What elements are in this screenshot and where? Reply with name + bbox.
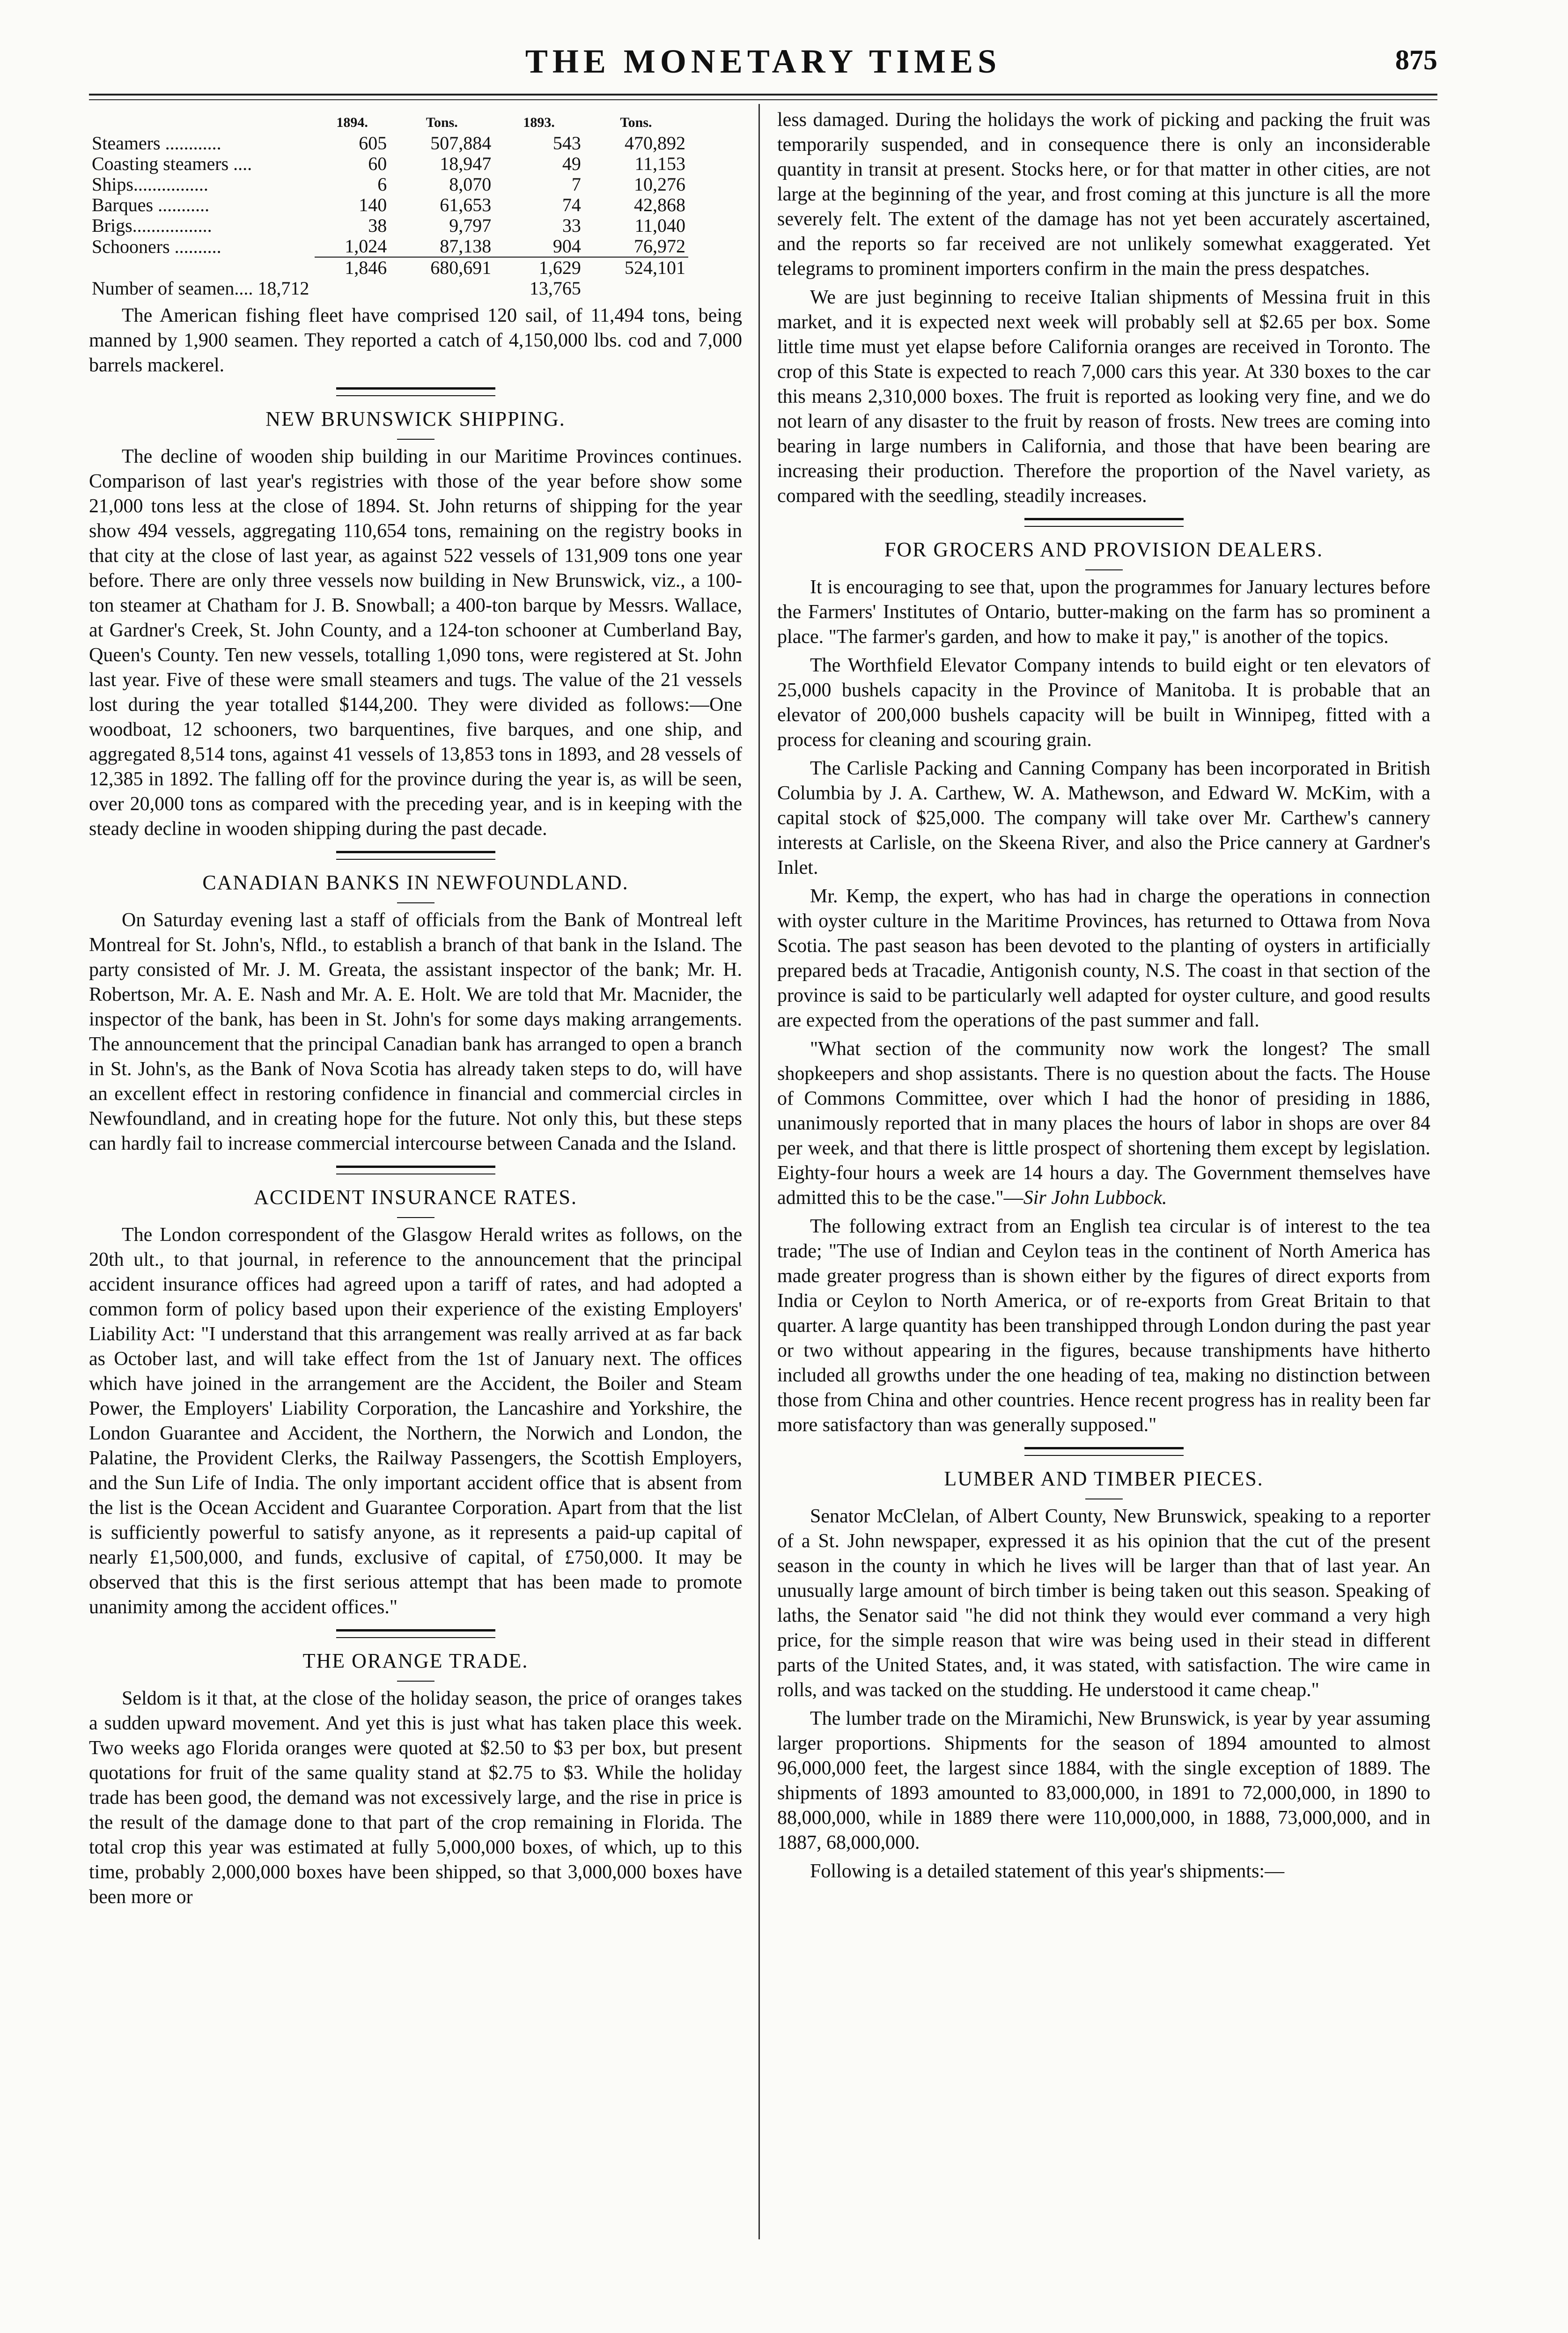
col-header-tons-1893: Tons. (620, 115, 652, 130)
section-separator (1024, 518, 1184, 527)
article-paragraph: It is encouraging to see that, upon the programmes for January lectures before the Farmers' Institutes of Ontario, butter-making on the farm has so prominent a place. "The farmer's garden, and how to make it pay," is another of the topics. (777, 576, 1430, 648)
heading-underline (397, 1681, 434, 1682)
page-number: 875 (1395, 44, 1437, 75)
article-paragraph: Mr. Kemp, the expert, who has had in charge the operations in connection with oyster culture in the Maritime Provinces, has returned to Ottawa from Nova Scotia. The past season has been devoted to the planting of oysters in artificially prepared beds at Tracadie, Antigonish county, N.S. The coast in that section of the province is said to be particularly well adapted for oyster culture, and good results are expected from the operations of the past summer and fall. (777, 886, 1430, 1031)
heading-underline (397, 1217, 434, 1218)
quote-text: "What section of the community now work the longest? The small shopkeepers and shop assistants. There is no question about the facts. The House of Commons Committee, over which I had the honor of presiding in 1886, unanimously reported that in many places the hours of labor in shops are over 84 per week, and that there is little prospect of shortening them except by legislation. Eighty-four hours a week are 14 hours a day. The Government themselves have admitted this to be the case."— (777, 1038, 1430, 1209)
heading-underline (397, 902, 434, 903)
table-row: Brigs................. 38 9,797 33 11,040 (92, 215, 685, 236)
table-seamen-row: Number of seamen.... 18,712 13,765 (92, 278, 581, 299)
table-row: Schooners .......... 1,024 87,138 904 76,972 (92, 236, 685, 257)
heading-orange-trade: THE ORANGE TRADE. (302, 1649, 529, 1672)
heading-nb-shipping: NEW BRUNSWICK SHIPPING. (265, 407, 566, 430)
heading-underline (1085, 569, 1123, 570)
section-separator (1024, 1447, 1184, 1456)
publication-title: THE MONETARY TIMES (525, 43, 1001, 80)
left-column (89, 108, 742, 1913)
table-row: Ships................ 6 8,070 7 10,276 (92, 174, 685, 195)
col-header-1894: 1894. (336, 115, 368, 130)
heading-underline (397, 439, 434, 440)
header-rule (89, 94, 1437, 96)
section-separator (336, 387, 495, 396)
fishing-fleet-note: The American fishing fleet have comprised 120 sail, of 11,494 tons, being manned by 1,900 seamen. They reported a catch of 4,150,000 lbs. cod and 7,000 barrels mackerel. (89, 305, 742, 376)
article-paragraph: The following extract from an English tea circular is of interest to the tea trade; "The use of Indian and Ceylon teas in the continent of North America has made greater progress than is shown either by the figures of direct exports from India or Ceylon to North America, or of re-exports from Great Britain to that quarter. A large quantity has been transhipped through London during the past year or two without appearing in the figures, because transhipments have hitherto included all growths under the one heading of tea, making no distinction between those from China and other countries. Hence recent progress has in reality been far more satisfactory than was generally supposed." (777, 1216, 1430, 1436)
article-paragraph-continued: less damaged. During the holidays the work of picking and packing the fruit was temporarily suspended, and in consequence there is only an inconsiderable quantity in transit at present. Stocks here, or for that matter in other cities, are not large at the beginning of the year, and frost coming at this juncture is all the more severely felt. The extent of the damage has not yet been accurately ascertained, and the reports so far received are not unlikely somewhat exaggerated. Yet telegrams to prominent importers confirm in the main the press despatches. (777, 109, 1430, 280)
heading-lumber: LUMBER AND TIMBER PIECES. (944, 1467, 1264, 1490)
section-separator (336, 1629, 495, 1638)
col-header-1893: 1893. (523, 115, 555, 130)
article-paragraph: The lumber trade on the Miramichi, New Brunswick, is year by year assuming larger proportions. Shipments for the season of 1894 amounted to almost 96,000,000 feet, the largest since 1884, with the single exception of 1889. The shipments of 1893 amounted to 83,000,000, in 1891 to 72,000,000, in 1890 to 88,000,000, while in 1889 there were 110,000,000, in 1888, 73,000,000, and in 1887, 68,000,000. (777, 1708, 1430, 1853)
article-paragraph: Seldom is it that, at the close of the holiday season, the price of oranges takes a sudden upward movement. And yet this is just what has taken place this week. Two weeks ago Florida oranges were quoted at $2.50 to $3 per box, but present quotations for fruit of the same quality stand at $2.75 to $3. While the holiday trade has been good, the demand was not excessively large, and the rise in price is the result of the damage done to that part of the crop remaining in Florida. The total crop this year was estimated at fully 5,000,000 boxes, of which, up to this time, probably 2,000,000 boxes have been shipped, so that 3,000,000 boxes have been more or (89, 1688, 742, 1908)
article-paragraph (777, 1037, 1430, 1211)
shipping-table (89, 112, 688, 299)
article-paragraph: Following is a detailed statement of this year's shipments:— (810, 1860, 1285, 1882)
right-column (777, 108, 1430, 1888)
article-paragraph: The decline of wooden ship building in our Maritime Provinces continues. Comparison of last year's registries with those of the year before show some 21,000 tons less at the close of 1894. St. John returns of shipping for the year show 494 vessels, aggregating 110,654 tons, remaining on the registry books in that city at the close of last year, as against 522 vessels of 131,909 tons one year before. There are only three vessels now building in New Brunswick, viz., a 100-ton steamer at Chatham for J. B. Snowball; a 400-ton barque by Messrs. Wallace, at Gardner's Creek, St. John County, and a 124-ton schooner at Cumberland Bay, Queen's County. Ten new vessels, totalling 1,090 tons, were registered at St. John last year. Five of these were small steamers and tugs. The value of the 21 vessels lost during the year totalled $144,200. They were divided as follows:—One woodboat, 12 schooners, two barquentines, five barques, and one ship, and aggregated 8,514 tons, against 41 vessels of 13,853 tons in 1893, and 28 vessels of 12,385 in 1892. The falling off for the province during the year is, as will be seen, over 20,000 tons as compared with the preceding year, and is in keeping with the steady decline in wooden shipping during the past decade. (89, 446, 742, 840)
table-row: Coasting steamers .... 60 18,947 49 11,153 (92, 153, 685, 174)
section-separator (336, 1166, 495, 1174)
heading-banks-nfld: CANADIAN BANKS IN NEWFOUNDLAND. (202, 871, 629, 894)
article-paragraph: The Worthfield Elevator Company intends to build eight or ten elevators of 25,000 bushels capacity in the Province of Manitoba. It is probable that an elevator of 200,000 bushels capacity will be built in Winnipeg, fitted with a process for cleaning and scouring grain. (777, 655, 1430, 751)
column-divider (758, 104, 760, 2239)
masthead (89, 42, 1437, 84)
article-paragraph: Senator McClelan, of Albert County, New Brunswick, speaking to a reporter of a St. John newspaper, expressed it as his opinion that the cut of the present season in the county in which he lives will be larger than that of last year. An unusually large amount of birch timber is being taken out this season. Speaking of laths, the Senator said "he did not think they would ever command a very high price, for the simple reason that wire was being used in their stead in different parts of the United States, and, it was stated, with satisfaction. The wire came in rolls, and was tacked on the studding. He understood it came cheap." (777, 1506, 1430, 1701)
table-header-row (89, 112, 688, 133)
section-separator (336, 851, 495, 860)
table-totals-row: 1,846 680,691 1,629 524,101 (89, 257, 688, 278)
article-paragraph: On Saturday evening last a staff of officials from the Bank of Montreal left Montreal for St. John's, Nfld., to establish a branch of that bank in the Island. The party consisted of Mr. J. M. Greata, the assistant inspector of the bank; Mr. H. Robertson, Mr. A. E. Nash and Mr. A. E. Holt. We are told that Mr. Macnider, the inspector of the bank, has been in St. John's for some days making arrangements. The announcement that the principal Canadian bank has arranged to open a branch in St. John's, as the Bank of Nova Scotia has already taken steps to do, will have an excellent effect in restoring confidence in financial and commercial circles in Newfoundland, and in creating hope for the future. Not only this, but these steps can hardly fail to increase commercial intercourse between Canada and the Island. (89, 909, 742, 1154)
col-header-tons-1894: Tons. (426, 115, 458, 130)
article-paragraph: The Carlisle Packing and Canning Company has been incorporated in British Columbia by J. A. Carthew, W. A. Mathewson, and Edward W. McKim, with a capital stock of $25,000. The company will take over Mr. Carthew's cannery interests at Carlisle, on the Skeena River, and also the Price cannery at Gardner's Inlet. (777, 758, 1430, 879)
article-paragraph: We are just beginning to receive Italian shipments of Messina fruit in this market, and it is expected next week will probably sell at $2.65 per box. Some little time must yet elapse before California oranges are received in Toronto. The crop of this State is expected to reach 7,000 cars this year. At 330 boxes to the car this means 2,310,000 boxes. The fruit is reported as looking very fine, and we do not learn of any disaster to the fruit by reason of frosts. New trees are coming into bearing in large numbers in California, and those that have been bearing are increasing their production. Therefore the proportion of the Navel variety, as compared with the seedling, steadily increases. (777, 287, 1430, 507)
heading-accident-rates: ACCIDENT INSURANCE RATES. (254, 1186, 577, 1209)
header-rule-thin (89, 99, 1437, 100)
article-paragraph: The London correspondent of the Glasgow Herald writes as follows, on the 20th ult., to that journal, in reference to the announcement that the principal accident insurance offices had agreed upon a tariff of rates, and had adopted a common form of policy based upon their experience of the existing Employers' Liability Act: "I understand that this arrangement was really arrived at as far back as October last, and will take effect from the 1st of January next. The offices which have joined in the arrangement are the Accident, the Boiler and Steam Power, the Employers' Liability Corporation, the Lancashire and Yorkshire, the London Guarantee and Accident, the Northern, the Norwich and London, the Palatine, the Provident Clerks, the Railway Passengers, the Scottish Employers, and the Sun Life of India. The only important accident office that is absent from the list is the Ocean Accident and Guarantee Corporation. Apart from that the list is sufficiently powerful to satisfy anyone, as it represents a paid-up capital of nearly £1,500,000, and funds, exclusive of capital, of £750,000. It may be observed that this is the first serious attempt that has been made to promote unanimity among the accident offices." (89, 1224, 742, 1618)
quote-attribution: Sir John Lubbock. (1023, 1187, 1167, 1209)
table-row: Steamers ............ 605 507,884 543 470,892 (92, 133, 685, 154)
table-row: Barques ........... 140 61,653 74 42,868 (92, 194, 685, 215)
heading-grocers: FOR GROCERS AND PROVISION DEALERS. (884, 538, 1324, 561)
